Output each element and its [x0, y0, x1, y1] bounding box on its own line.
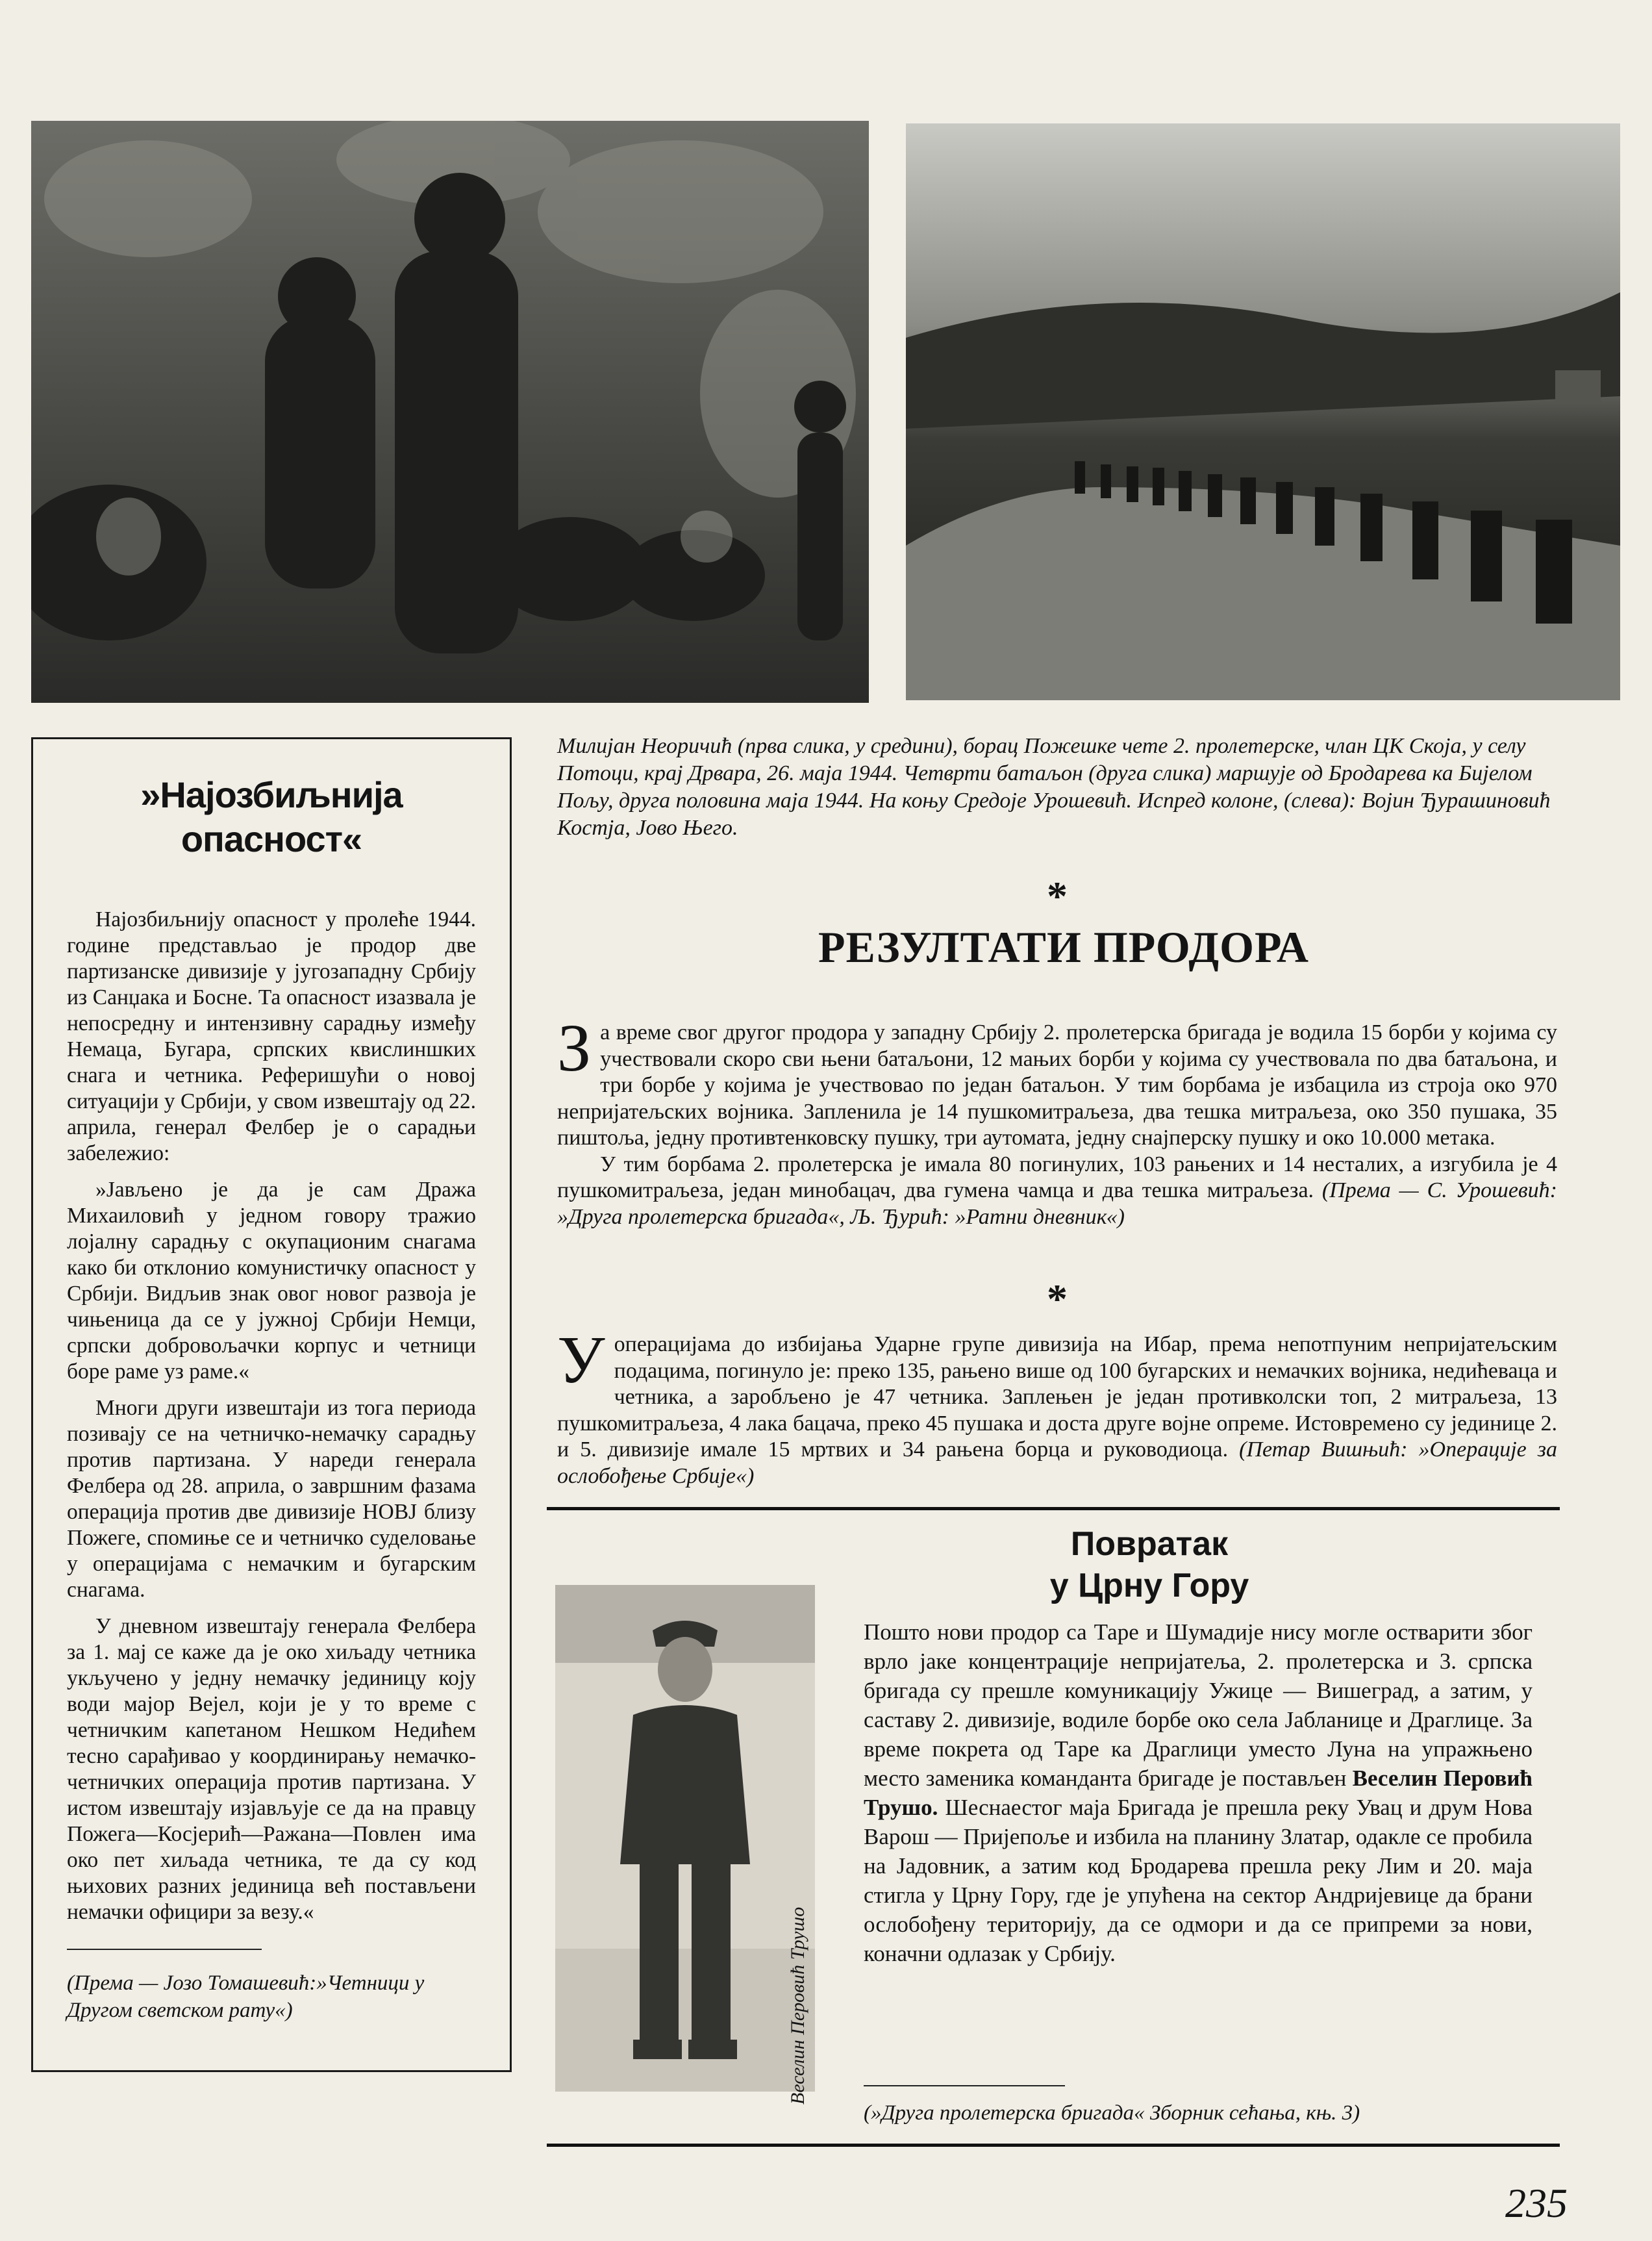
photo-caption: Милијан Неоричић (прва слика, у средини), борац Пожешке чете 2. пролетерске, члан ЦК Скоја, у селу Потоци, крај Дрвара, 26. маја 1944. Четврти батаљон (друга слика) маршује од Бродарева ка Бијелом Пољу, друга половина маја 1944. На коњу Средоје Урошевић. Испред колоне, (слева): Војин Ђурашиновић Костја, Јово Њего.	[557, 734, 1551, 840]
sidebar-box	[31, 737, 512, 2072]
sidebar-paragraph: Најозбиљнију опасност у пролеће 1944. године представљао је продор две партизанске дивизије у југозападну Србију из Санџака и Босне. Та опасност изазвала је непосредну и интензивну сарадњу између Немаца, Бугара, српских квислиншких снага и четника. Реферишући о новој ситуацији у Србији, у свом извештају од 22. априла, генерал Фелбер је о сарадњи забележио:	[67, 907, 476, 1165]
section-asterisk: *	[1047, 873, 1068, 919]
casualties-article	[557, 1323, 1557, 1489]
photo-battalion-marching	[906, 123, 1620, 700]
sidebar-title: »Најозбиљнија опасност«	[140, 774, 403, 859]
return-paragraph: Пошто нови продор са Таре и Шумадије нису могле остварити због врло јаке концентрације непријатеља, 2. пролетерска и 3. српска бригада су прешле комуникацију Ужице — Вишеград, а затим, у саставу 2. дивизије, водиле борбе око села Јабланице и Драглице. За време покрета од Таре ка Драглици уместо Луна на упражњено место заменика команданта бригаде је постављен	[864, 1619, 1533, 1791]
dropcap: У	[557, 1323, 605, 1397]
casualties-source: (Петар Вишњић: »Операције за ослобођење Србије«)	[557, 1437, 1557, 1488]
results-paragraph: а време свог другог продора у западну Србију 2. пролетерска бригада је водила 15 борби у којима су учествовали скоро сви њени батаљони, 12 мањих борби у којима су учествовала по два батаљона, и три борбе у којима је учествовао по један батаљон. У тим борбама је избацила из строја око 970 непријатељских војника. Запленила је 14 пушкомитраљеза, два тешка митраљеза, око 350 пушака, 35 пиштоља, једну противтенковску пушку, три аутомата, једну снајперску пушку и око 10.000 метака.	[557, 1020, 1557, 1150]
return-paragraph: Шеснаестог маја Бригада је прешла реку Увац и друм Нова Варош — Пријепоље и избила на планину Златар, одакле се пробила на Јадовник, а затим код Бродарева прешла реку Лим и 20. маја стигла у Црну Гору, где је упућена на сектор Андријевице да брани ослобођену територију, да се одмори и да се припреми за нови, коначни одлазак у Србију.	[864, 1795, 1533, 1966]
return-heading	[922, 1523, 1377, 1606]
results-heading: РЕЗУЛТАТИ ПРОДОРА	[818, 922, 1310, 972]
return-article	[864, 1617, 1533, 1968]
sidebar-source: (Према — Јозо Томашевић:»Четници у Другом светском рату«)	[67, 1971, 425, 2022]
results-source: (Према — С. Урошевић: »Друга пролетерска бригада«, Љ. Ђурић: »Ратни дневник«)	[557, 1178, 1557, 1229]
results-paragraph: У тим борбама 2. пролетерска је имала 80 погинулих, 103 рањених и 14 несталих, а изгубила је 4 пушкомитраљеза, један минобацач, два гумена чамца и два тешка митраљеза.	[557, 1152, 1557, 1202]
photo-soldiers-resting	[31, 121, 869, 703]
return-name-bold: Веселин Перовић Трушо.	[864, 1766, 1533, 1820]
section-divider	[547, 1507, 1560, 1510]
portrait-caption: Веселин Перовић Трушо	[787, 1906, 808, 2105]
sidebar-paragraph: Многи други извештаји из тога периода позивају се на четничко-немачку сарадњу против партизана. У нареди генерала Фелбера од 28. априла, о завршним фазама операција против две дивизије НОВЈ близу Пожеге, спомиње се и четничко суделовање у операцијама с немачким и бугарским снагама.	[67, 1396, 476, 1602]
bottom-divider	[547, 2144, 1560, 2147]
sidebar-paragraph: У дневном извештају генерала Фелбера за 1. мај се каже да је око хиљаду четника укључено у једну немачку јединицу коју води мајор Вејел, који је у то време с четничким капетаном Нешком Недићем тесно сарађивао у координирању немачко-четничких операција против партизана. У истом извештају изјављује се да на правцу Пожега—Косјерић—Ражана—Повлен има око пет хиљада четника, те да су код њихових разних јединица већ постављени немачки официри за везу.«	[67, 1614, 476, 1924]
sidebar-divider	[67, 1949, 262, 1950]
return-heading-line: у Црну Гору	[1049, 1567, 1249, 1604]
return-divider	[864, 2085, 1065, 2086]
photo-portrait	[555, 1585, 815, 2092]
return-heading-line: Повратак	[1070, 1525, 1229, 1563]
dropcap: З	[557, 1011, 592, 1085]
results-article	[557, 1011, 1557, 1230]
section-asterisk: *	[1047, 1276, 1068, 1322]
return-source: (»Друга пролетерска бригада« Зборник сећања, књ. 3)	[864, 2101, 1360, 2125]
sidebar-body	[67, 907, 476, 1925]
page-number: 235	[1505, 2180, 1568, 2226]
sidebar-paragraph: »Јављено је да је сам Дража Михаиловић у једном говору тражио лојалну сарадњу с окупационим снагама како би отклонио комунистичку опасност у Србији. Видљив знак овог новог развоја је чињеница да се у јужној Србији Немци, српски добровољачки корпус и четници боре раме уз раме.«	[67, 1178, 476, 1384]
casualties-paragraph: операцијама до избијања Ударне групе дивизија на Ибар, према непотпуним непријатељским подацима, погинуло је: преко 135, рањено више од 100 бугарских и немачких војника, недићеваца и четника, а заробљено је 47 четника. Заплењен је један противколски топ, 2 митраљеза, 13 пушкомитраљеза, 4 лака бацача, преко 45 пушака и доста друге војне опреме. Истовремено су јединице 2. и 5. дивизије имале 15 мртвих и 34 рањена борца и руководиоца.	[557, 1332, 1557, 1462]
